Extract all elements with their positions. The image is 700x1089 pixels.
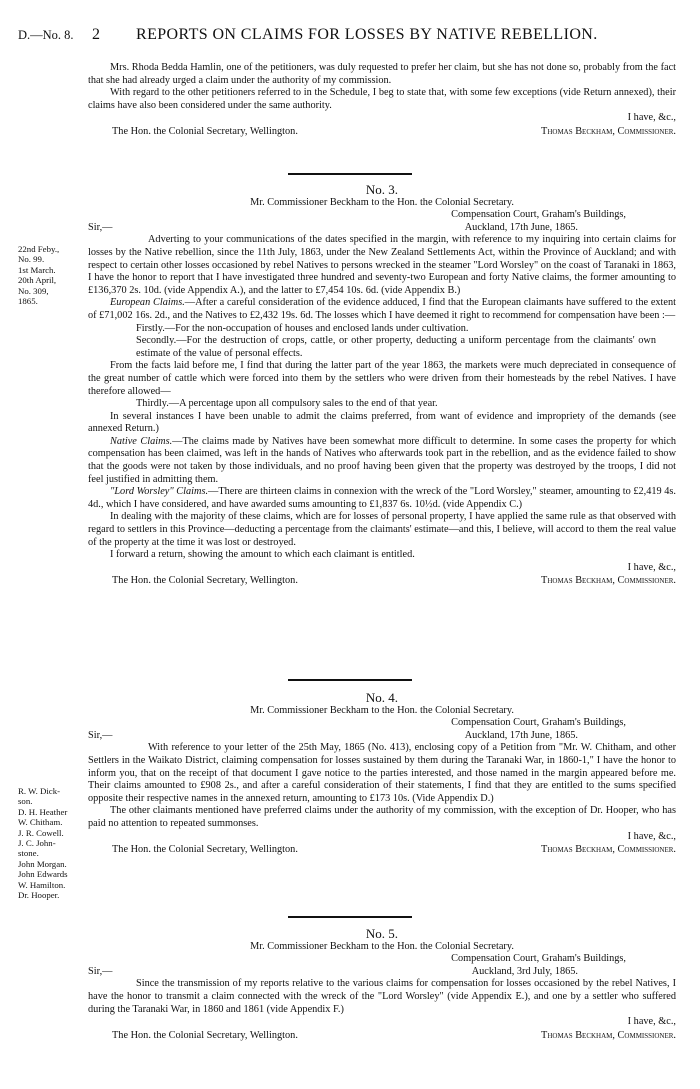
letter-no3-firstly: Firstly.—For the non-occupation of houses and enclosed lands under cultivation. — [136, 322, 469, 334]
letter-no4-date: Auckland, 17th June, 1865. — [464, 729, 578, 741]
letter-no4-number: No. 4. — [365, 690, 399, 705]
letter-no3 — [88, 184, 676, 588]
margin-note: stone. — [18, 848, 39, 859]
european-claims-label: European Claims. — [110, 297, 185, 309]
margin-note: No. 309, — [18, 285, 49, 296]
letter-no3-addressee: The Hon. the Colonial Secretary, Wellington. — [112, 575, 298, 587]
letter-no5-addressee: The Hon. the Colonial Secretary, Wellington. — [112, 1029, 298, 1041]
margin-note: J. C. John- — [18, 838, 56, 849]
letter-no3-margin-notes — [18, 244, 86, 306]
section-divider — [288, 173, 412, 175]
margin-note: W. Hamilton. — [18, 879, 66, 890]
letter-no3-place: Compensation Court, Graham's Buildings, — [451, 209, 626, 221]
letter-no5 — [88, 928, 676, 1042]
letter-no4-paragraph-1: With reference to your letter of the 25th May, 1865 (No. 413), enclosing copy of a Petition from "Mr. W. Chitham, and other Settlers in the Waikato District, claiming compensation for losses sustained by them during the Taranaki War, in 1860-1," I have the honor to inform you, that on the receipt of that document I gave notice to the parties interested, and those named in the margin appeared before me. Their claims amounted to £908 2s., and after a careful consideration of their statements, I find that they are entitled to the sums specified opposite their respective names in the annexed return, amounting to £173 10s. (Vide Appendix D.) — [88, 742, 676, 804]
page-title: REPORTS ON CLAIMS FOR LOSSES BY NATIVE REBELLION. — [136, 26, 598, 43]
letter-no3-heading: Mr. Commissioner Beckham to the Hon. the Colonial Secretary. — [250, 196, 514, 208]
margin-note: 20th April, — [18, 275, 57, 286]
margin-note: 22nd Feby., — [18, 244, 60, 254]
european-claims-text: —After a careful consideration of the evidence adduced, I find that the European claimants have suffered to the extent of £71,002 16s. 2d., and the Natives to £2,432 19s. 6d. The losses which I have deemed it right to recommend for compensation have been :— — [88, 297, 676, 321]
letter-no3-paragraph-4: In several instances I have been unable to admit the claims preferred, from want of evidence and impropriety of the demands (see annexed Return.) — [88, 410, 676, 435]
letter-no3-signature-line — [88, 575, 676, 588]
letter-no3-paragraph-6 — [88, 486, 676, 511]
letter-no3-paragraph-3: From the facts laid before me, I find that during the latter part of the year 1863, the markets were much depreciated in consequence of the great number of cattle which were forced into them by the settlers who were driven from their homesteads by the rebel Natives. I have therefore allowed— — [88, 360, 676, 397]
intro-addressee: The Hon. the Colonial Secretary, Wellington. — [112, 125, 298, 137]
section-divider — [288, 916, 412, 918]
margin-note: son. — [18, 796, 33, 807]
letter-no5-closing: I have, &c., — [627, 1016, 676, 1028]
lord-worsley-claims-label: "Lord Worsley" Claims. — [110, 486, 209, 498]
letter-no4-closing: I have, &c., — [627, 830, 676, 842]
letter-no3-number: No. 3. — [365, 182, 399, 197]
document-reference: D.—No. 8. — [18, 28, 74, 42]
letter-no3-salutation: Sir,— — [88, 221, 113, 233]
intro-paragraph-1: Mrs. Rhoda Bedda Hamlin, one of the petitioners, was duly requested to prefer her claim, but she has not done so, probably from the fact that she had already urged a claim under the authority of my commission. — [88, 62, 676, 86]
margin-note: R. W. Dick- — [18, 786, 61, 796]
margin-note: John Morgan. — [18, 858, 67, 869]
letter-no4-signature: Thomas Beckham, Commissioner. — [541, 844, 676, 856]
letter-no4 — [88, 692, 676, 857]
letter-no4-margin-notes — [18, 786, 86, 900]
margin-note: 1st March. — [18, 264, 56, 275]
letter-no5-date: Auckland, 3rd July, 1865. — [471, 965, 578, 977]
letter-no5-salutation: Sir,— — [88, 965, 113, 977]
page-number: 2 — [92, 26, 100, 43]
letter-no4-date-row — [88, 730, 676, 743]
letter-no4-salutation: Sir,— — [88, 729, 113, 741]
margin-note: No. 99. — [18, 254, 45, 265]
letter-no4-place: Compensation Court, Graham's Buildings, — [451, 717, 626, 729]
intro-signature-line — [88, 126, 676, 139]
letter-no5-number: No. 5. — [365, 926, 399, 941]
native-claims-text: —The claims made by Natives have been somewhat more difficult to determine. In some cases the property for which compensation has been claimed, was left in the hands of Natives who afterwards took part in the rebellion, and as the evidence failed to show that the goods were not taken by those individuals, and no proof having been given that the property was destroyed by the troops, I did not feel justified in admitting them. — [88, 435, 676, 485]
margin-note: J. R. Cowell. — [18, 827, 64, 838]
letter-no4-addressee: The Hon. the Colonial Secretary, Wellington. — [112, 844, 298, 856]
letter-no5-signature-line — [88, 1030, 676, 1043]
letter-no3-paragraph-8: I forward a return, showing the amount to which each claimant is entitled. — [110, 549, 415, 561]
letter-no5-signature: Thomas Beckham, Commissioner. — [541, 1029, 676, 1041]
letter-no4-heading: Mr. Commissioner Beckham to the Hon. the Colonial Secretary. — [250, 704, 514, 716]
letter-no3-closing: I have, &c., — [627, 561, 676, 573]
letter-no3-paragraph-7: In dealing with the majority of these claims, which are for losses of personal property, I have applied the same rule as that observed with regard to settlers in this Province—deducting a percentage from the claimants' estimate—and this, I believe, will accord to them the real value of the property at the time it was lost or destroyed. — [88, 511, 676, 548]
margin-note: D. H. Heather — [18, 806, 68, 817]
margin-note: John Edwards — [18, 869, 68, 880]
letter-no3-paragraph-2 — [88, 297, 676, 322]
letter-no3-signature: Thomas Beckham, Commissioner. — [541, 575, 676, 587]
letter-no5-place: Compensation Court, Graham's Buildings, — [451, 953, 626, 965]
intro-signature: Thomas Beckham, Commissioner. — [541, 125, 676, 137]
letter-no3-paragraph-1: Adverting to your communications of the dates specified in the margin, with reference to my inquiring into certain claims for losses by the Native rebellion, since the 11th July, 1863, under the New Zealand Settlements Act, within the Province of Auckland; and with respect to certain other losses occasioned by rebel Natives to persons wrecked in the steamer "Lord Worsley" on the coast of Taranaki in 1863, I have the honor to report that I have investigated three hundred and seventy-two European and forty Native claims, the former amounting to £136,370 2s. 10d. (vide Appendix A.), and the latter to £7,454 10s. 6d. (vide Appendix B.) — [88, 234, 676, 296]
margin-note: Dr. Hooper. — [18, 890, 60, 901]
section-divider — [288, 679, 412, 681]
intro-paragraph-2: With regard to the other petitioners referred to in the Schedule, I beg to state that, with some few exceptions (vide Return annexed), their claims have also been considered under the same authority. — [88, 87, 676, 111]
letter-no3-paragraph-5 — [88, 436, 676, 486]
lord-worsley-claims-text: —There are thirteen claims in connexion with the wreck of the "Lord Worsley," steamer, amounting to £2,419 4s. 4d., which I have considered, and have awarded sums amounting to £1,837 6s. 10½d. (vide Appendix C.) — [88, 486, 676, 510]
letter-no4-paragraph-2: The other claimants mentioned have preferred claims under the authority of my commission, with the exception of Dr. Hooper, who has paid no attention to repeated summonses. — [88, 805, 676, 829]
letter-no3-date-row — [88, 222, 676, 235]
intro-closing: I have, &c., — [627, 112, 676, 124]
letter-no4-signature-line — [88, 844, 676, 857]
native-claims-label: Native Claims. — [110, 435, 173, 447]
letter-no3-date: Auckland, 17th June, 1865. — [464, 221, 578, 233]
margin-note: W. Chitham. — [18, 817, 63, 828]
letter-no5-date-row — [88, 966, 676, 979]
letter-no3-thirdly: Thirdly.—A percentage upon all compulsory sales to the end of that year. — [136, 398, 438, 410]
letter-no5-heading: Mr. Commissioner Beckham to the Hon. the Colonial Secretary. — [250, 940, 514, 952]
letter-no5-paragraph-1: Since the transmission of my reports relative to the various claims for compensation for losses occasioned by the rebel Natives, I have the honor to transmit a claim connected with the wreck of the "Lord Worsley" (vide Appendix E.), and one by a settler who suffered during the Taranaki War, in 1860 and 1861 (vide Appendix F.) — [88, 978, 676, 1015]
intro-section — [88, 62, 676, 139]
margin-note: 1865. — [18, 296, 38, 307]
letter-no3-secondly: Secondly.—For the destruction of crops, cattle, or other property, deducting a uniform percentage from the claimants' own estimate of the value of personal effects. — [136, 335, 656, 359]
